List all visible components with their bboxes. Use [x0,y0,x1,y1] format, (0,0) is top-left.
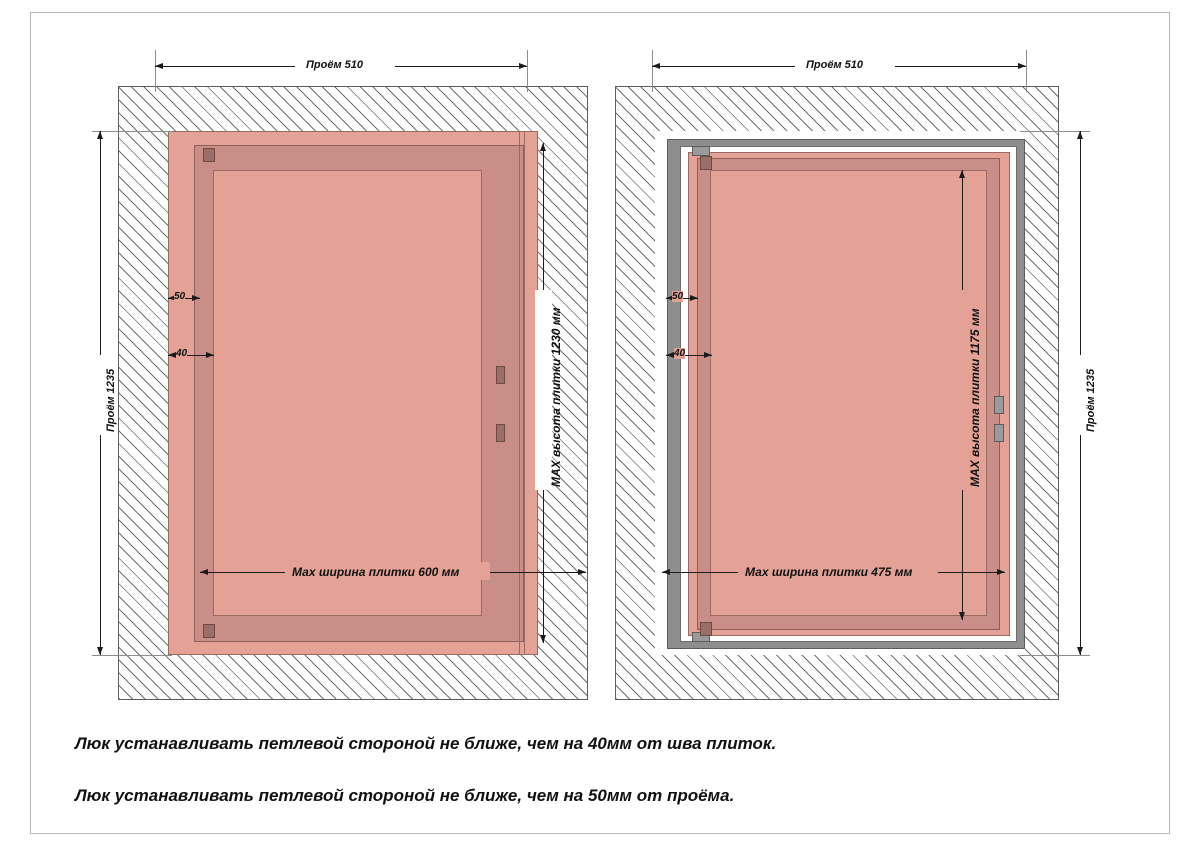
dim-top-label-right: Проём 510 [806,59,864,71]
offset-40-label-right: 40 [674,348,686,359]
dim-top-arrow-right-2 [1018,63,1026,69]
max-height-arrow-up-left [540,143,546,151]
ext-left-side-1 [92,131,172,132]
dim-side-label-left: Проём 1235 [105,368,117,432]
ext-left-top-1 [155,50,156,92]
offset-40-arrow-a-right [666,352,674,358]
max-width-arrow-a-right [662,569,670,575]
offset-40-label-left: 40 [176,348,188,359]
hinge-top-right [692,146,710,156]
dim-side-arrow-down-left [97,647,103,655]
offset-50-arrow-b-left [192,295,200,301]
offset-40-arrow-b-right [704,352,712,358]
hinge-bottom-left [203,624,215,638]
latch-upper-left [496,366,505,384]
latch-upper-right [994,396,1004,414]
note-2: Люк устанавливать петлевой стороной не ближе, чем на 50мм от проёма. [75,786,735,805]
offset-50-label-right: 50 [672,291,684,302]
hinge-bottom-inner-right [700,622,712,636]
max-height-arrow-up-right [959,170,965,178]
note-1: Люк устанавливать петлевой стороной не ближе, чем на 40мм от шва плиток. [75,734,777,753]
max-height-arrow-down-left [540,635,546,643]
dim-side-arrow-up-left [97,131,103,139]
offset-50-arrow-b-right [690,295,698,301]
max-width-label-right: Мах ширина плитки 475 мм [745,565,913,579]
dim-side-label-right: Проём 1235 [1085,368,1097,432]
tile-seam-2-left [524,131,525,655]
hinge-top-left [203,148,215,162]
dim-top-arrow-left-2 [519,63,527,69]
dim-top-arrow-left-1 [155,63,163,69]
max-width-arrow-b-left [578,569,586,575]
max-width-arrow-b-right [997,569,1005,575]
dim-side-arrow-down-right [1077,647,1083,655]
tile-seam-left [519,131,520,655]
offset-50-label-left: 50 [174,291,186,302]
ext-right-side-2 [1020,655,1090,656]
ext-left-top-2 [527,50,528,92]
ext-right-top-2 [1026,50,1027,92]
hatch-door-tile-left [213,170,482,616]
hatch-door-tile-right [710,170,987,616]
ext-right-top-1 [652,50,653,92]
max-height-label-right: MAX высота плитки 1175 мм [968,308,982,487]
max-width-arrow-a-left [200,569,208,575]
max-width-label-left: Мах ширина плитки 600 мм [292,565,460,579]
dim-side-arrow-up-right [1077,131,1083,139]
latch-lower-left [496,424,505,442]
hinge-top-inner-right [700,156,712,170]
offset-40-arrow-b-left [206,352,214,358]
max-height-arrow-down-right [959,612,965,620]
dim-top-arrow-right-1 [652,63,660,69]
dim-top-label-left: Проём 510 [306,59,364,71]
offset-40-arrow-a-left [168,352,176,358]
max-height-label-left: MAX высота плитки 1230 мм [549,307,563,487]
ext-left-side-2 [92,655,172,656]
latch-lower-right [994,424,1004,442]
